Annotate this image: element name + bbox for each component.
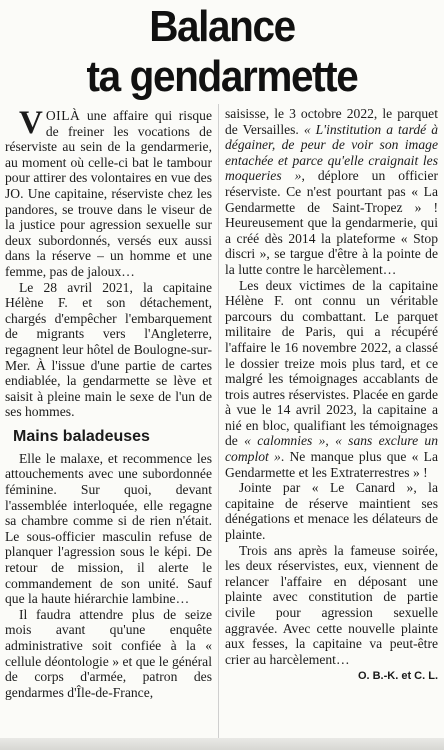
- paragraph: [225, 278, 438, 481]
- quote-text: « calomnies »: [244, 433, 326, 449]
- drop-cap: V: [19, 105, 43, 141]
- right-column: [225, 106, 438, 685]
- column-divider: [218, 104, 219, 740]
- subheading: Mains baladeuses: [13, 427, 150, 445]
- paragraph-text: ,: [325, 433, 336, 449]
- paragraph: [225, 106, 438, 278]
- headline-line-1: Balance: [149, 2, 295, 51]
- left-column: [5, 105, 212, 700]
- paragraph: Jointe par « Le Canard », la capitaine de réserve maintient ses dénégations et menace les délateurs de plainte.: [225, 480, 438, 543]
- lead-word: OILÀ: [45, 108, 81, 123]
- quote-text: « sans exclure un complot »: [225, 433, 438, 465]
- byline: O. B.-K. et C. L.: [357, 670, 438, 683]
- paragraph-text: . Ne manque plus que « La Gendarmette et les Extraterrestres » !: [225, 449, 438, 480]
- paragraph: Trois ans après la fameuse soirée, les deux réservistes, eux, viennent de relancer l'affaire en déposant une plainte avec constitution de partie civile pour agression sexuelle aggravée. Avec cette nouvelle plainte aux fesses, la capitaine va peut-être crier au harcèlement…: [225, 542, 438, 667]
- paragraph: [5, 105, 212, 280]
- paragraph-text: une affaire qui risque de freiner les vocations de réserviste au sein de la gendarmerie, au moment où celle-ci bat le tambour pour attirer des volontaires en vue des JO. Une capitaine, réserviste chez les pandores, se trouve dans le viseur de la justice pour agression sexuelle sur deux subordonnés, versés eux aussi dans la réserve – un homme et une femme, pas de jaloux…: [5, 108, 212, 279]
- paragraph: Il faudra attendre plus de seize mois avant qu'une enquête administrative soit confiée à la « cellule déontologie » et que le général de corps d'armée, patron des gendarmes d'Île-de-France,: [5, 606, 212, 700]
- quote-text: « L'institution a tardé à dégainer, de peur de voir son image entachée et parce qu'elle craignait les moqueries »: [225, 121, 438, 184]
- page-edge: [0, 738, 444, 750]
- paragraph: Elle le malaxe, et recommence les attouchements avec une subordonnée féminine. Sur quoi, devant l'assemblée interloquée, elle regagne sa chambre comme si de rien n'était. Le sous-officier masculin refuse de planquer l'agression sous le képi. De retour de mission, il alerte le commandement de son unité. Sauf que la haute hiérarchie lambine…: [5, 450, 212, 607]
- headline: [18, 2, 426, 102]
- paragraph-text: Les deux victimes de la capitaine Hélène F. ont connu un véritable parcours du combattant. Le parquet militaire de Paris, qui a récupéré l'affaire le 16 novembre 2022, a classé le dossier treize mois plus tard, et ce malgré les témoignages accablants de trois autres réservistes. Placée en garde à vue le 14 avril 2023, la capitaine a nié en bloc, qualifiant les témoignages de: [225, 277, 438, 449]
- paragraph: Le 28 avril 2021, la capitaine Hélène F. et son détachement, chargés d'empêcher l'embarquement de migrants vers l'Angleterre, regagnent leur hôtel de Boulogne-sur-Mer. À l'issue d'une partie de cartes endiablée, la gendarmette se lève et saisit à pleine main le sexe de l'un de ses hommes.: [5, 279, 212, 420]
- paragraph-text: saisisse, le 3 octobre 2022, le parquet de Versailles.: [225, 106, 438, 137]
- paragraph-text: , déplore un officier réserviste. Ce n'est pourtant pas « La Gendarmette de Saint-Tropez » ! Heureusement que la gendarmerie, qui a créé dès 2014 la plateforme « Stop discri », se targue d'être à la pointe de la lutte contre le harcèlement…: [225, 168, 439, 277]
- headline-line-2: ta gendarmette: [86, 52, 358, 101]
